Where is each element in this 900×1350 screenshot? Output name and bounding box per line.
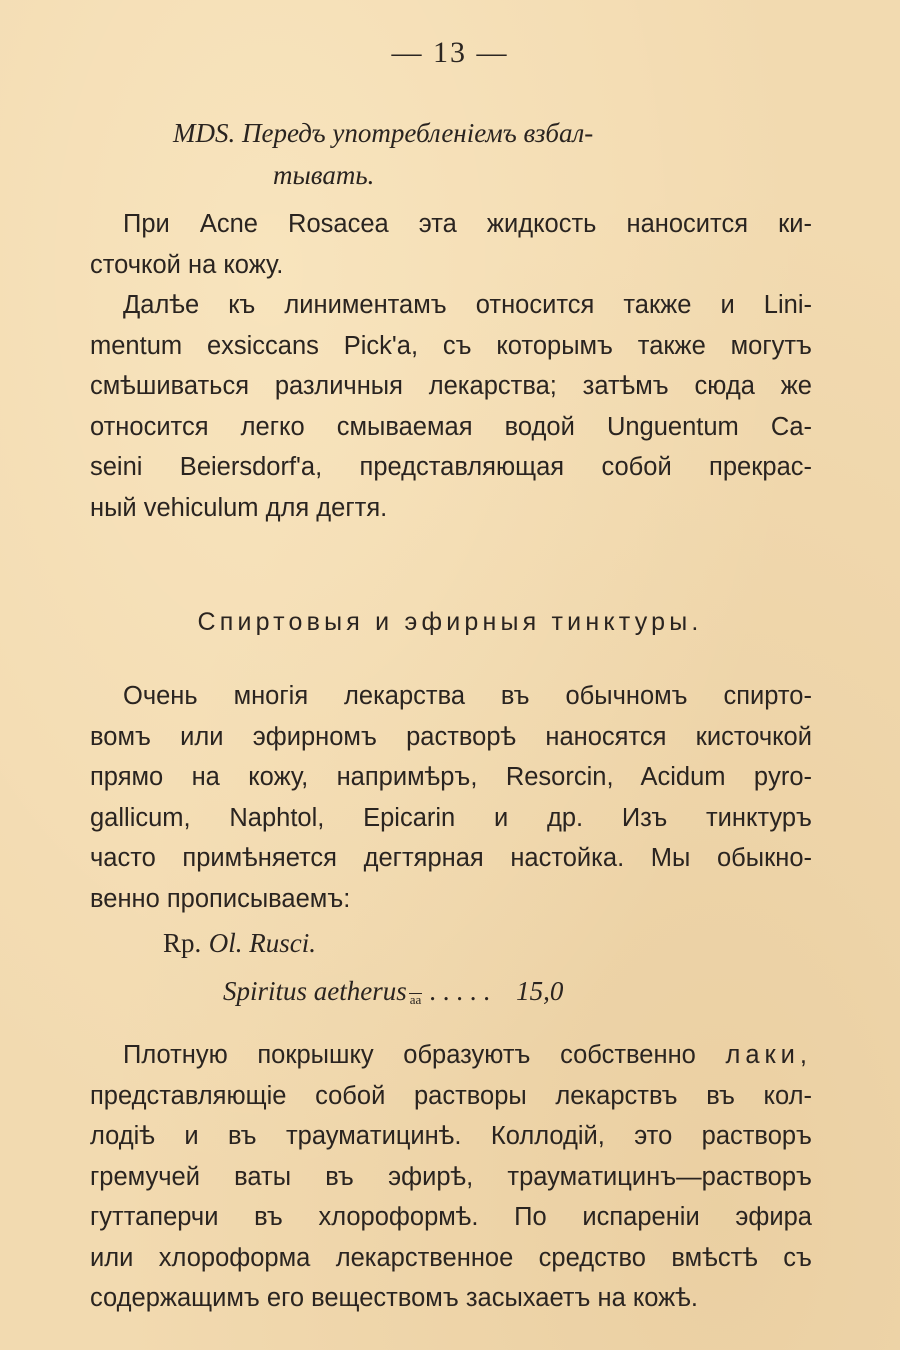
paragraph-liniments xyxy=(90,285,812,528)
recipe-ingredient-2: Spiritus aetherus xyxy=(223,976,407,1006)
text-line: прямо на кожу, напримѣръ, Resorcin, Acidum pyro- xyxy=(90,763,812,791)
paragraph-lacquers xyxy=(90,1035,812,1319)
text-line: ный vehiculum для дегтя. xyxy=(90,493,388,522)
recipe-line-2 xyxy=(223,976,563,1007)
section-heading: Спиртовыя и эфирныя тинктуры. xyxy=(197,608,703,636)
text-line: содержащимъ его веществомъ засыхаетъ на кожѣ. xyxy=(90,1284,698,1312)
mds-line-1: MDS. Передъ употребленіемъ взбал- xyxy=(173,118,594,148)
recipe-rp: Rp. xyxy=(163,928,202,958)
text-line: Плотную покрышку образуютъ собственно лаки, xyxy=(123,1041,812,1069)
text-line: часто примѣняется дегтярная настойка. Мы обыкно- xyxy=(90,844,812,872)
paragraph-acne-rosacea xyxy=(90,204,812,285)
text-line: гремучей ваты въ эфирѣ, траумaтицинъ—растворъ xyxy=(90,1162,812,1191)
recipe-ingredient-1: Ol. Rusci. xyxy=(208,928,317,958)
paragraph-tinctures xyxy=(90,676,812,919)
recipe-line-1 xyxy=(163,928,316,959)
text-line: Далѣе къ линиментамъ относится также и Lini- xyxy=(123,291,812,319)
text-line: mentum exsiccans Pick'a, съ которымъ также могутъ xyxy=(90,331,812,360)
text-line: гуттаперчи въ хлороформѣ. По испареніи эфира xyxy=(90,1203,812,1231)
mds-instruction xyxy=(173,112,593,196)
page-number: — 13 — xyxy=(391,36,509,69)
text-line: вомъ или эфирномъ растворѣ наносятся кисточкой xyxy=(90,722,812,751)
recipe-aa-mark: aa xyxy=(409,992,422,1007)
text-line: относится легко смываемая водой Unguentum Ca- xyxy=(90,412,812,441)
text-line: венно прописываемъ: xyxy=(90,884,351,913)
text-line: лодіѣ и въ траумaтицинѣ. Коллодій, это растворъ xyxy=(90,1122,812,1150)
recipe-amount: 15,0 xyxy=(516,976,564,1006)
text-line: представляющіе собой растворы лекарствъ въ кол- xyxy=(90,1081,812,1110)
spaced-word-laki: лаки, xyxy=(725,1041,812,1069)
recipe-dots: . . . . . xyxy=(429,976,491,1006)
text-line: Очень многія лекарства въ обычномъ спирто- xyxy=(123,682,812,710)
text-line: seini Beiersdorf'a, представляющая собой прекрас- xyxy=(90,453,812,481)
text-line: или хлороформа лекарственное средство вмѣстѣ съ xyxy=(90,1243,812,1272)
mds-line-2: тывать. xyxy=(273,160,375,190)
text-line: смѣшиваться различныя лекарства; затѣмъ сюда же xyxy=(90,372,812,400)
text-line: gallicum, Naphtol, Epicarin и др. Изъ тинктуръ xyxy=(90,803,812,832)
text-line: сточкой на кожу. xyxy=(90,250,284,279)
text-line: При Acne Rosacea эта жидкость наносится ки- xyxy=(123,210,812,238)
